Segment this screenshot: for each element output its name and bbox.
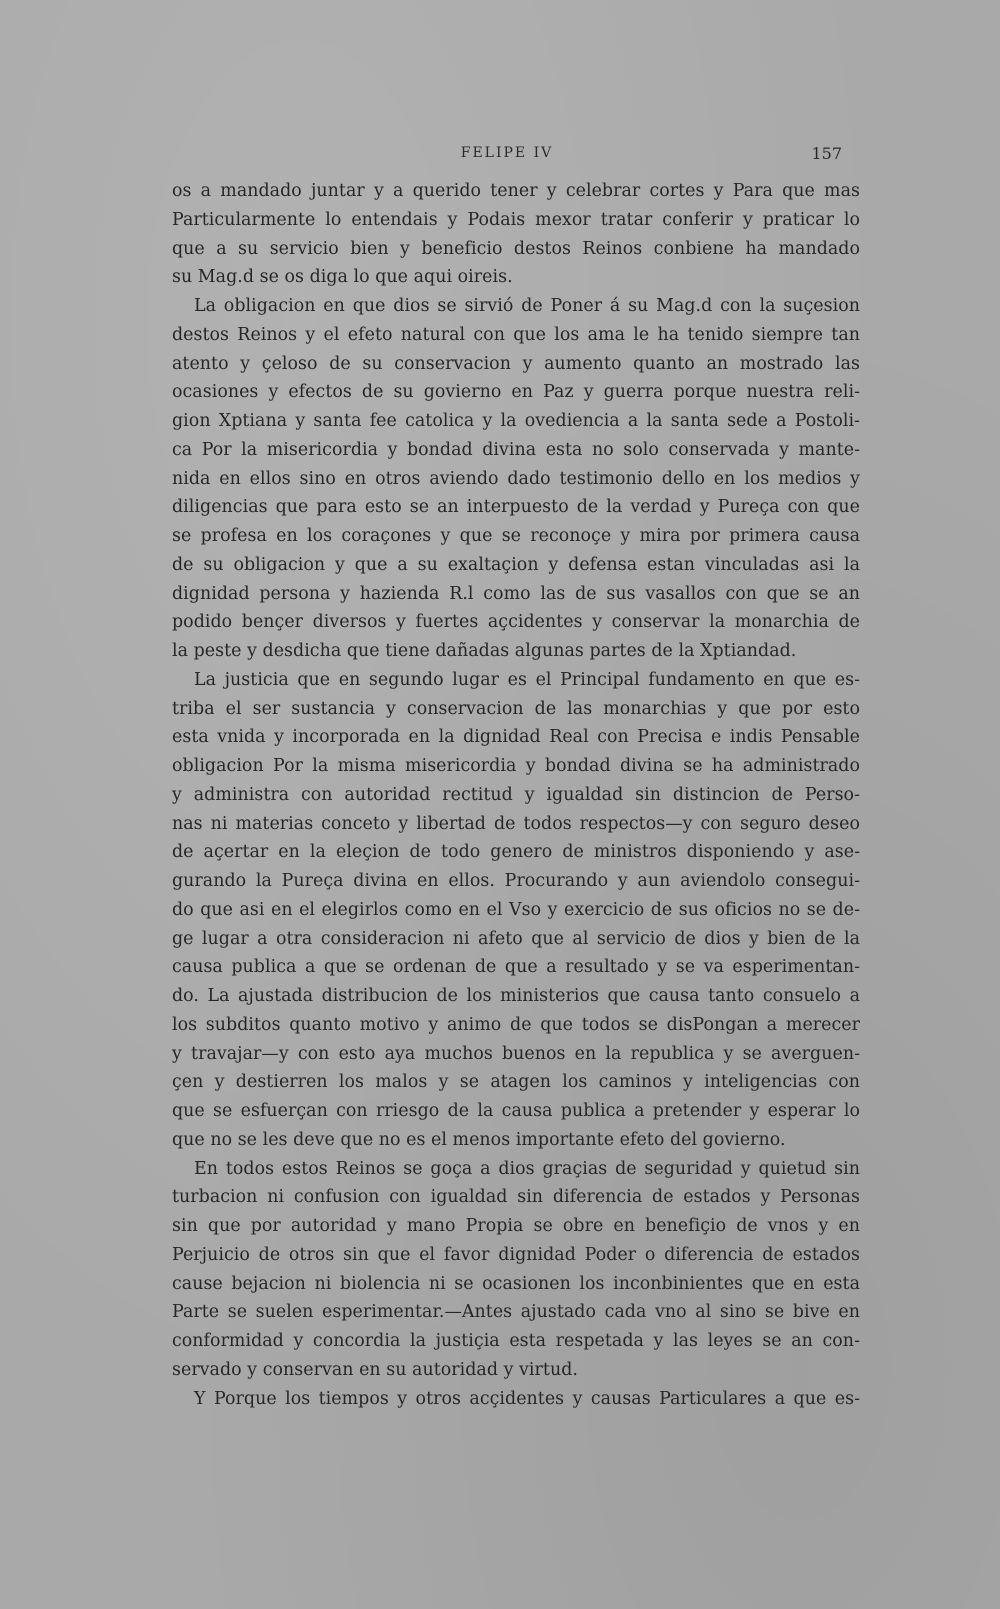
- text-line: La obligacion en que dios se sirvió de Poner á su Mag.d con la suçesion: [194, 296, 860, 316]
- text-line: obligacion Por la misma misericordia y bondad divina se ha administrado: [172, 756, 860, 776]
- text-line: ca Por la misericordia y bondad divina esta no solo conservada y mante-: [172, 439, 860, 460]
- running-head: [172, 145, 842, 169]
- text-line: gion Xptiana y santa fee catolica y la ovediencia a la santa sede a Postoli-: [172, 411, 860, 431]
- text-line: que se esfuerçan con rriesgo de la causa publica a pretender y esperar lo: [172, 1101, 860, 1121]
- text-line: los subditos quanto motivo y animo de que todos se disPongan a merecer: [172, 1014, 860, 1035]
- text-line: La justicia que en segundo lugar es el Principal fundamento en que es-: [194, 669, 860, 690]
- text-line: podido bençer diversos y fuertes açcidentes y conservar la monarchia de: [172, 612, 860, 633]
- text-line: En todos estos Reinos se goça a dios graçias de seguridad y quietud sin: [194, 1158, 860, 1179]
- text-line: ge lugar a otra consideracion ni afeto que al servicio de dios y bien de la: [172, 928, 860, 949]
- text-line: atento y çeloso de su conservacion y aumento quanto an mostrado las: [172, 353, 860, 374]
- text-line: cause bejacion ni biolencia ni se ocasionen los inconbinientes que en esta: [172, 1273, 860, 1294]
- text-line: su Mag.d se os diga lo que aqui oireis.: [172, 267, 513, 288]
- text-line: gurando la Pureça divina en ellos. Procurando y aun aviendolo consegui-: [172, 871, 860, 891]
- text-line: Y Porque los tiempos y otros acçidentes y causas Particulares a que es-: [194, 1388, 860, 1409]
- running-title: FELIPE IV: [460, 145, 554, 161]
- text-line: dignidad persona y hazienda R.l como las de sus vasallos con que se an: [172, 583, 860, 604]
- text-line: conformidad y concordia la justiçia esta respetada y las leyes se an con-: [172, 1331, 860, 1351]
- text-line: nas ni materias conceto y libertad de todos respectos—y con seguro deseo: [172, 813, 860, 834]
- text-line: turbacion ni confusion con igualdad sin diferencia de estados y Personas: [172, 1187, 860, 1208]
- text-line: ocasiones y efectos de su govierno en Paz y guerra porque nuestra reli-: [172, 382, 860, 403]
- text-line: nida en ellos sino en otros aviendo dado testimonio dello en los medios y: [172, 468, 860, 489]
- text-line: y travajar—y con esto aya muchos buenos en la republica y se averguen-: [172, 1043, 860, 1064]
- text-line: de açertar en la eleçion de todo genero de ministros disponiendo y ase-: [172, 842, 860, 863]
- text-line: se profesa en los coraçones y que se reconoçe y mira por primera causa: [172, 526, 860, 546]
- text-line: de su obligacion y que a su exaltaçion y defensa estan vinculadas asi la: [172, 554, 860, 575]
- text-line: que a su servicio bien y beneficio destos Reinos conbiene ha mandado: [172, 238, 860, 259]
- text-line: y administra con autoridad rectitud y igualdad sin distincion de Perso-: [172, 784, 860, 805]
- text-line: Particularmente lo entendais y Podais mexor tratar conferir y praticar lo: [172, 209, 860, 230]
- text-line: la peste y desdicha que tiene dañadas algunas partes de la Xptiandad.: [172, 641, 797, 661]
- page-number: 157: [811, 144, 842, 163]
- text-line: sin que por autoridad y mano Propia se obre en benefiçio de vnos y en: [172, 1216, 860, 1236]
- text-line: do. La ajustada distribucion de los ministerios que causa tanto consuelo a: [172, 986, 860, 1006]
- text-line: do que asi en el elegirlos como en el Vso y exercicio de sus oficios no se de-: [172, 899, 860, 920]
- text-line: Parte se suelen esperimentar.—Antes ajustado cada vno al sino se bive en: [172, 1302, 860, 1323]
- text-line: que no se les deve que no es el menos importante efeto del govierno.: [172, 1129, 786, 1150]
- body-text: [172, 177, 860, 1413]
- text-line: diligencias que para esto se an interpuesto de la verdad y Pureça con que: [172, 497, 860, 518]
- text-line: esta vnida y incorporada en la dignidad Real con Precisa e indis Pensable: [172, 727, 860, 748]
- text-line: destos Reinos y el efeto natural con que los ama le ha tenido siempre tan: [172, 324, 860, 345]
- text-line: os a mandado juntar y a querido tener y celebrar cortes y Para que mas: [172, 181, 860, 201]
- text-line: servado y conservan en su autoridad y virtud.: [172, 1359, 578, 1380]
- text-line: çen y destierren los malos y se atagen los caminos y inteligencias con: [172, 1072, 860, 1093]
- text-line: triba el ser sustancia y conservacion de las monarchias y que por esto: [172, 698, 860, 719]
- text-line: causa publica a que se ordenan de que a resultado y se va esperimentan-: [172, 957, 860, 978]
- text-line: Perjuicio de otros sin que el favor dignidad Poder o diferencia de estados: [172, 1244, 860, 1265]
